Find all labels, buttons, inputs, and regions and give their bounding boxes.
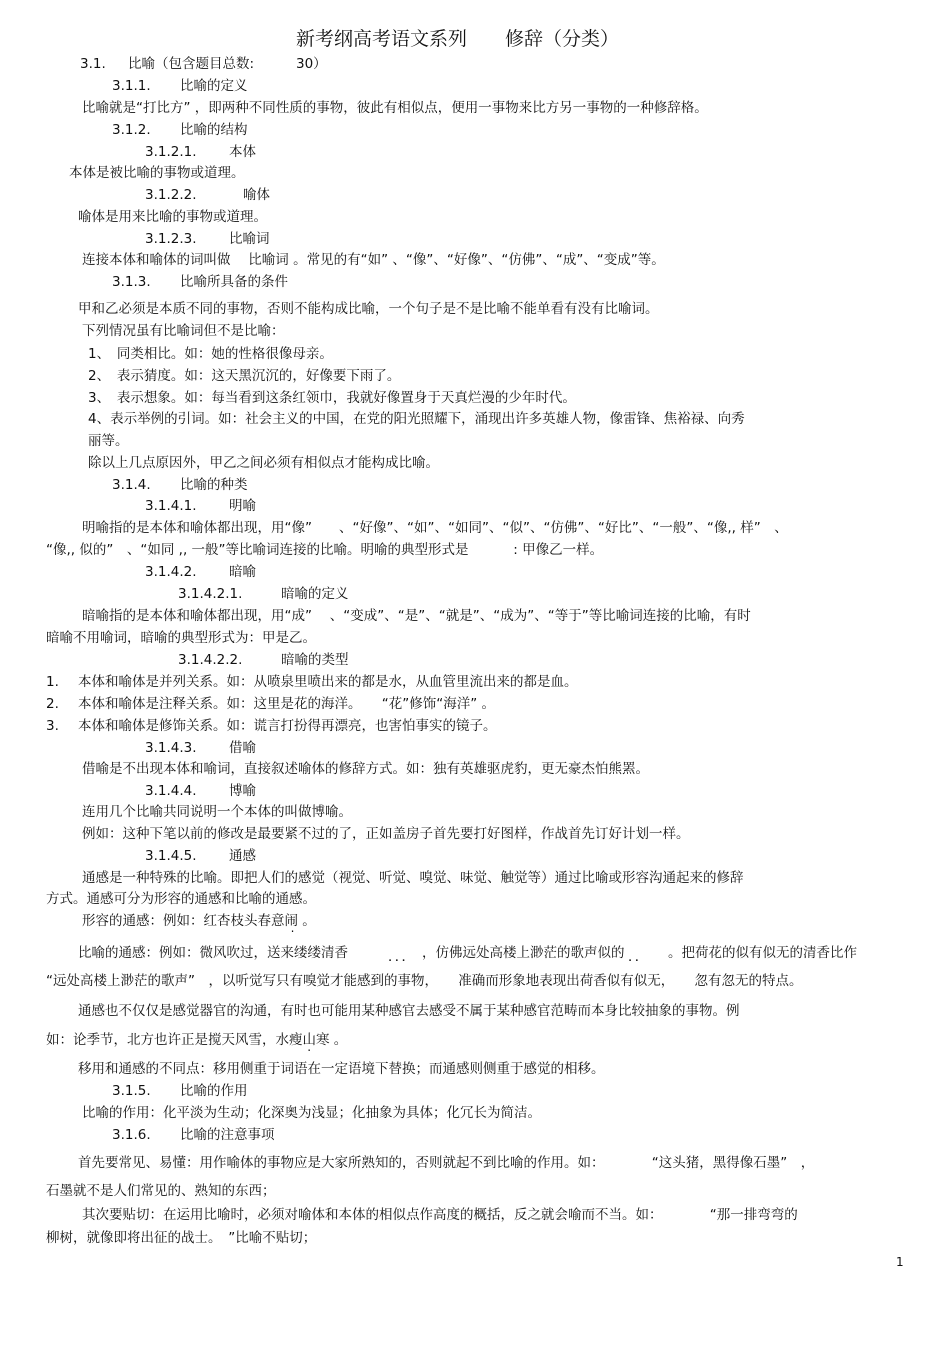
section-heading: 喻体 xyxy=(243,187,270,203)
section-heading: 明喻 xyxy=(229,498,256,514)
section-heading: 比喻的作用 xyxy=(180,1083,248,1099)
emphasized-text: 闹 xyxy=(284,913,298,929)
section-number: 3.1.4.1. xyxy=(145,498,197,514)
paragraph: 暗喻指的是本体和喻体都出现，用“成” 、“变成”、“是”、“就是”、“成为”、“等于”等比喻词连接的比喻，有时 xyxy=(82,608,751,624)
paragraph: 本体是被比喻的事物或道理。 xyxy=(69,165,245,181)
paragraph: 比喻就是“打比方” ，即两种不同性质的事物，彼此有相似点，便用一事物来比方另一事物的一种修辞格。 xyxy=(82,100,708,116)
section-number: 3.1.2.3. xyxy=(145,231,197,247)
paragraph: 石墨就不是人们常见的、熟知的东西； xyxy=(46,1183,276,1199)
text-run: 如：论季节，北方也许正是搅天风雪，水 xyxy=(46,1032,289,1048)
section-number: 3.1.5. xyxy=(112,1083,151,1099)
list-item: 4、表示举例的引词。如：社会主义的中国，在党的阳光照耀下，涌现出许多英雄人物，像雷锋、焦裕禄、向秀 xyxy=(88,411,745,427)
section-number: 3.1.6. xyxy=(112,1127,151,1143)
list-item: 本体和喻体是注释关系。如：这里是花的海洋。 “花”修饰“海洋” 。 xyxy=(78,696,496,712)
paragraph: 明喻指的是本体和喻体都出现，用“像” 、“好像”、“如”、“如同”、“似”、“仿佛”、“好比”、“一般”、“像,, 样” 、 xyxy=(82,520,788,536)
section-heading: 暗喻的定义 xyxy=(281,586,349,602)
emphasis-dots: ．． xyxy=(628,949,649,965)
page-number: 1 xyxy=(896,1255,904,1269)
paragraph: 方式。通感可分为形容的通感和比喻的通感。 xyxy=(46,891,316,907)
section-number: 3.1. xyxy=(80,56,106,72)
paragraph: “像,, 似的” 、“如同 ,, 一般”等比喻词连接的比喻。明喻的典型形式是 : 甲像乙一样。 xyxy=(46,542,604,558)
paragraph: 通感也不仅仅是感觉器官的沟通，有时也可能用某种感官去感受不属于某种感官范畴而本身比较抽象的事物。例 xyxy=(78,1003,740,1019)
section-heading: 比喻词 xyxy=(229,231,270,247)
list-item: 本体和喻体是修饰关系。如：谎言打扮得再漂亮，也害怕事实的镜子。 xyxy=(78,718,497,734)
list-item: 2、 表示猜度。如：这天黑沉沉的，好像要下雨了。 xyxy=(88,368,401,384)
paragraph: 借喻是不出现本体和喻词，直接叙述喻体的修辞方式。如：独有英雄驱虎豹，更无豪杰怕熊罴。 xyxy=(82,761,649,777)
section-heading: 比喻的定义 xyxy=(180,78,248,94)
section-heading: 比喻（包含题目总数: xyxy=(128,56,255,72)
question-count: 30） xyxy=(296,56,327,72)
section-number: 3.1.3. xyxy=(112,274,151,290)
section-number: 3.1.1. xyxy=(112,78,151,94)
section-heading: 暗喻 xyxy=(229,564,256,580)
section-heading: 比喻所具备的条件 xyxy=(180,274,288,290)
paragraph: 下列情况虽有比喻词但不是比喻： xyxy=(82,323,285,339)
text-run: 。 xyxy=(329,1032,348,1048)
section-number: 3.1.2. xyxy=(112,122,151,138)
section-number: 3.1.4.2.1. xyxy=(178,586,243,602)
paragraph: 连用几个比喻共同说明一个本体的叫做博喻。 xyxy=(82,804,352,820)
text-run: 。 xyxy=(298,913,316,929)
paragraph xyxy=(46,1031,347,1049)
list-item: 本体和喻体是并列关系。如：从喷泉里喷出来的都是水，从血管里流出来的都是血。 xyxy=(78,674,578,690)
section-number: 3.1.2.2. xyxy=(145,187,197,203)
section-number: 3.1.4.4. xyxy=(145,783,197,799)
section-number: 3.1.4.5. xyxy=(145,848,197,864)
emphasis-dots: ．．． xyxy=(388,949,415,965)
text-run: 。把荷花的似有似无的清香比作 xyxy=(668,945,857,961)
section-heading: 比喻的种类 xyxy=(180,477,248,493)
paragraph xyxy=(82,912,316,930)
paragraph: 其次要贴切：在运用比喻时，必须对喻体和本体的相似点作高度的概括，反之就会喻而不当。如： “那一排弯弯的 xyxy=(82,1207,798,1223)
text-run: 比喻的通感：例如：微风吹过，送来缕缕清香 xyxy=(78,945,348,961)
section-heading: 借喻 xyxy=(229,740,256,756)
paragraph: 连接本体和喻体的词叫做 比喻词 。常见的有“如” 、“像”、“好像”、“仿佛”、“成”、“变成”等。 xyxy=(82,252,665,268)
paragraph: 通感是一种特殊的比喻。即把人们的感觉（视觉、听觉、嗅觉、味觉、触觉等）通过比喻或形容沟通起来的修辞 xyxy=(82,870,744,886)
emphasized-text: 瘦山寒 xyxy=(289,1032,330,1048)
paragraph: 柳树，就像即将出征的战士。 ”比喻不贴切； xyxy=(46,1230,317,1246)
section-heading: 本体 xyxy=(229,144,256,160)
list-number: 3. xyxy=(46,718,59,734)
text-run: ，仿佛远处高楼上渺茫的歌声似的 xyxy=(422,945,625,961)
paragraph: 移用和通感的不同点：移用侧重于词语在一定语境下替换；而通感则侧重于感觉的相移。 xyxy=(78,1061,605,1077)
paragraph: 例如：这种下笔以前的修改是最要紧不过的了，正如盖房子首先要打好图样，作战首先订好计划一样。 xyxy=(82,826,690,842)
section-number: 3.1.4.2. xyxy=(145,564,197,580)
paragraph: 甲和乙必须是本质不同的事物，否则不能构成比喻，一个句子是不是比喻不能单看有没有比喻词。 xyxy=(78,301,659,317)
list-item: 3、 表示想象。如：每当看到这条红领巾，我就好像置身于天真烂漫的少年时代。 xyxy=(88,390,576,406)
section-heading: 比喻的注意事项 xyxy=(180,1127,275,1143)
list-number: 2. xyxy=(46,696,59,712)
section-number: 3.1.4. xyxy=(112,477,151,493)
paragraph: 首先要常见、易懂：用作喻体的事物应是大家所熟知的，否则就起不到比喻的作用。如： “这头猪，黑得像石墨” ， xyxy=(78,1155,815,1171)
list-item: 丽等。 xyxy=(88,433,129,449)
section-heading: 比喻的结构 xyxy=(180,122,248,138)
paragraph: 比喻的作用：化平淡为生动；化深奥为浅显；化抽象为具体；化冗长为简洁。 xyxy=(82,1105,541,1121)
section-heading: 暗喻的类型 xyxy=(281,652,349,668)
paragraph: “远处高楼上渺茫的歌声” ，以听觉写只有嗅觉才能感到的事物， 准确而形象地表现出荷香似有似无， 忽有忽无的特点。 xyxy=(46,973,803,989)
section-number: 3.1.4.3. xyxy=(145,740,197,756)
list-item: 1、 同类相比。如：她的性格很像母亲。 xyxy=(88,346,333,362)
section-heading: 通感 xyxy=(229,848,256,864)
paragraph: 喻体是用来比喻的事物或道理。 xyxy=(78,209,267,225)
paragraph: 暗喻不用喻词，暗喻的典型形式为：甲是乙。 xyxy=(46,630,316,646)
page-title: 新考纲高考语文系列 修辞（分类） xyxy=(296,28,620,50)
list-number: 1. xyxy=(46,674,59,690)
section-number: 3.1.4.2.2. xyxy=(178,652,243,668)
text-run: 形容的通感：例如：红杏枝头春意 xyxy=(82,913,285,929)
section-number: 3.1.2.1. xyxy=(145,144,197,160)
paragraph: 除以上几点原因外，甲乙之间必须有相似点才能构成比喻。 xyxy=(88,455,439,471)
section-heading: 博喻 xyxy=(229,783,256,799)
